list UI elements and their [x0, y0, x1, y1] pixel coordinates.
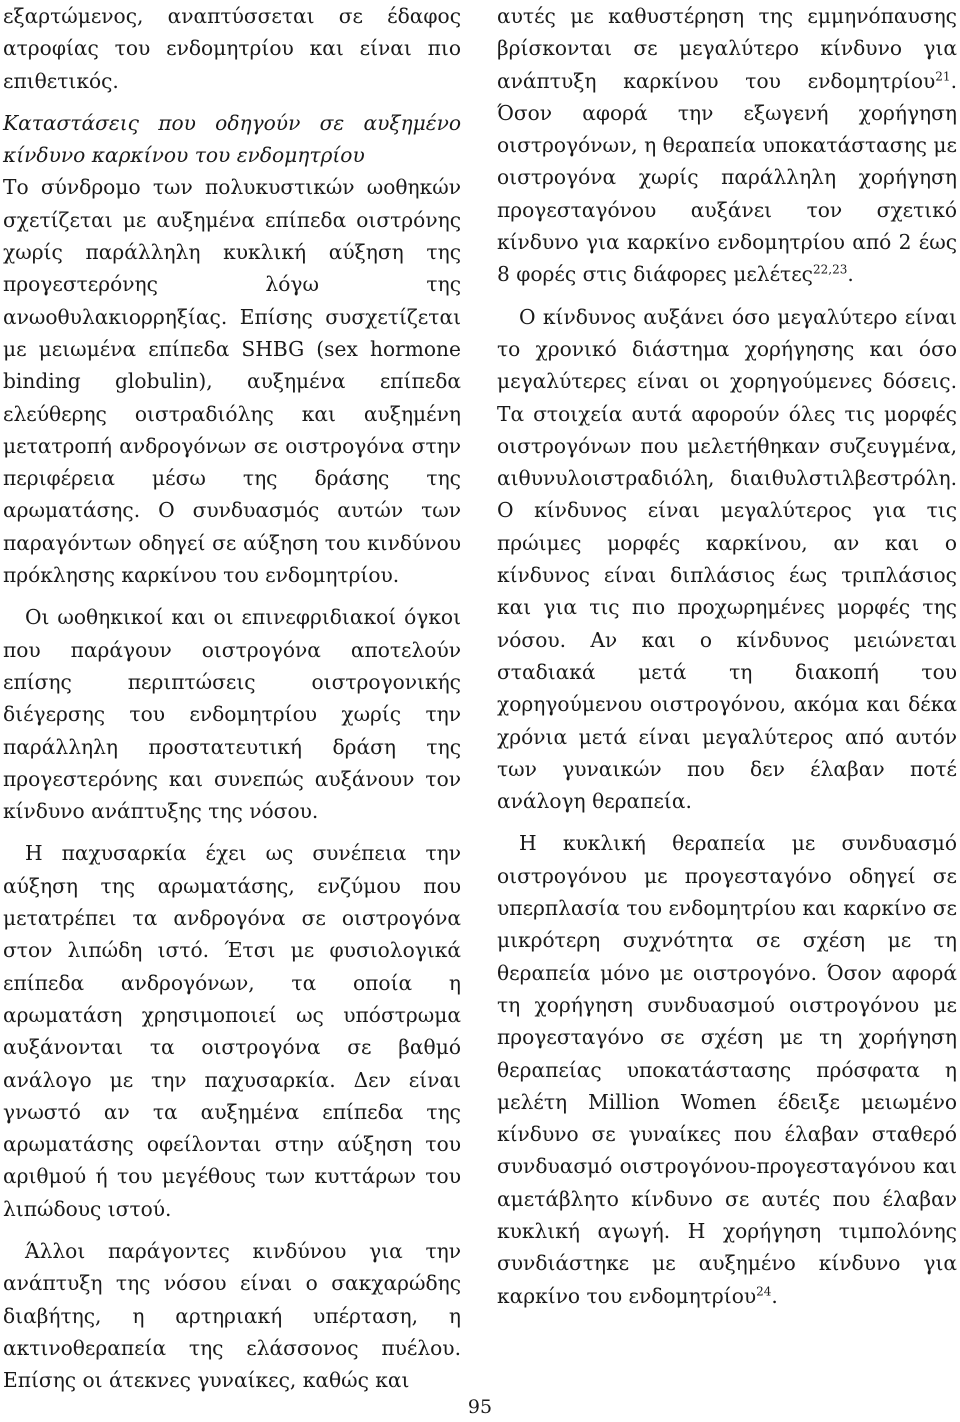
reference-21: 21 [935, 68, 951, 83]
text-run: . [847, 262, 854, 287]
paragraph-estrogen-therapy [497, 0, 957, 291]
right-column [497, 0, 957, 1312]
text-run: . Όσον αφορά την εξωγενή χορήγηση οιστρογόνων, η θεραπεία υποκατάστασης με οιστρογόνα χωρίς παράλληλη χορήγηση προγεσταγόνου αυξάνει τον σχετικό κίνδυνο για καρκίνο ενδομητρίου από 2 έως 8 φορές στις διάφορες μελέτες [497, 68, 957, 287]
reference-22-23: 22,23 [813, 262, 848, 277]
paragraph-risk-duration: Ο κίνδυνος αυξάνει όσο μεγαλύτερο είναι το χρονικό διάστημα χορήγησης και όσο μεγαλύτερες είναι οι χορηγούμενες δόσεις. Τα στοιχεία αυτά αφορούν όλες τις μορφές οιστρογόνων που μελετήθηκαν συζευγμένα, αιθυνυλοιστραδιόλη, διαιθυλστιλβεστρόλη. Ο κίνδυνος είναι μεγαλύτερος για τις πρώιμες μορφές καρκίνου, αν και ο κίνδυνος είναι διπλάσιος έως τριπλάσιος και για τις πιο προχωρημένες μορφές της νόσου. Αν και ο κίνδυνος μειώνεται σταδιακά μετά τη διακοπή του χορηγούμενου οιστρογόνου, ακόμα και δέκα χρόνια μετά είναι μεγαλύτερος από αυτόν των γυναικών που δεν έλαβαν ποτέ ανάλογη θεραπεία. [497, 304, 957, 814]
paragraph-obesity: Η παχυσαρκία έχει ως συνέπεια την αύξηση της αρωματάσης, ενζύμου που μετατρέπει τα ανδρογόνα σε οιστρογόνα στον λιπώδη ιστό. Έτσι με φυσιολογικά επίπεδα ανδρογόνων, τα οποία η αρωματάση χρησιμοποιεί ως υπόστρωμα αυξάνονται τα οιστρογόνα σε βαθμό ανάλογο με την παχυσαρκία. Δεν είναι γνωστό αν τα αυξημένα επίπεδα της αρωματάσης οφείλονται στην αύξηση του αριθμού ή του μεγέθους των κυττάρων του λιπώδους ιστού. [3, 841, 461, 1221]
paragraph-tumors: Οι ωοθηκικοί και οι επινεφριδιακοί όγκοι που παράγουν οιστρογόνα αποτελούν επίσης περιπτώσεις οιστρογονικής διέγερσης του ενδομητρίου χωρίς την παράλληλη προστατευτική δράση της προγεστερόνης και συνεπώς αυξάνουν τον κίνδυνο ανάπτυξης της νόσου. [3, 605, 461, 824]
paragraph-continuation: εξαρτώμενος, αναπτύσσεται σε έδαφος ατροφίας του ενδομητρίου και είναι πιο επιθετικός. [3, 4, 461, 93]
text-run: . [771, 1283, 778, 1308]
paragraph-combined-therapy [497, 827, 957, 1311]
reference-24: 24 [756, 1283, 772, 1298]
text-run: Η κυκλική θεραπεία με συνδυασμό οιστρογόνου με προγεσταγόνο οδηγεί σε υπερπλασία του ενδομητρίου και καρκίνο σε μικρότερη συχνότητα σε σχέση με τη θεραπεία μόνο με οιστρογόνο. Όσον αφορά τη χορήγηση συνδυασμού οιστρογόνου με προγεσταγόνο σε σχέση με τη χορήγηση θεραπείας υποκατάστασης πρόσφατα η μελέτη Million Women έδειξε μειωμένο κίνδυνο σε γυναίκες που έλαβαν σταθερό συνδυασμό οιστρογόνου-προγεσταγόνου και αμετάβλητο κίνδυνο σε αυτές που έλαβαν κυκλική αγωγή. Η χορήγηση τιμπολόνης συνδιάστηκε με αυξημένο κίνδυνο για καρκίνο του ενδομητρίου [497, 831, 957, 1308]
page-number: 95 [467, 1396, 493, 1418]
text-run: αυτές με καθυστέρηση της εμμηνόπαυσης βρίσκονται σε μεγαλύτερο κίνδυνο για ανάπτυξη καρκίνου του ενδομητρίου [497, 4, 957, 93]
section-heading: Καταστάσεις που οδηγούν σε αυξημένο κίνδυνο καρκίνου του ενδομητρίου [3, 110, 461, 168]
left-column [3, 0, 461, 1396]
paragraph-other-factors: Άλλοι παράγοντες κινδύνου για την ανάπτυξη της νόσου είναι ο σακχαρώδης διαβήτης, η αρτηριακή υπέρταση, η ακτινοθεραπεία της ελάσσονος πυέλου. Επίσης οι άτεκνες γυναίκες, καθώς και [3, 1238, 461, 1393]
paragraph-pcos: Το σύνδρομο των πολυκυστικών ωοθηκών σχετίζεται με αυξημένα επίπεδα οιστρόνης χωρίς παράλληλη κυκλική αύξηση της προγεστερόνης λόγω της ανωοθυλακιορρηξίας. Επίσης συσχετίζεται με μειωμένα επίπεδα SHBG (sex hormone binding globulin), αυξημένα επίπεδα ελεύθερης οιστραδιόλης και αυξημένη μετατροπή ανδρογόνων σε οιστρογόνα στην περιφέρεια μέσω της δράσης της αρωματάσης. Ο συνδυασμός αυτών των παραγόντων οδηγεί σε αύξηση του κινδύνου πρόκλησης καρκίνου του ενδομητρίου. [3, 175, 461, 588]
